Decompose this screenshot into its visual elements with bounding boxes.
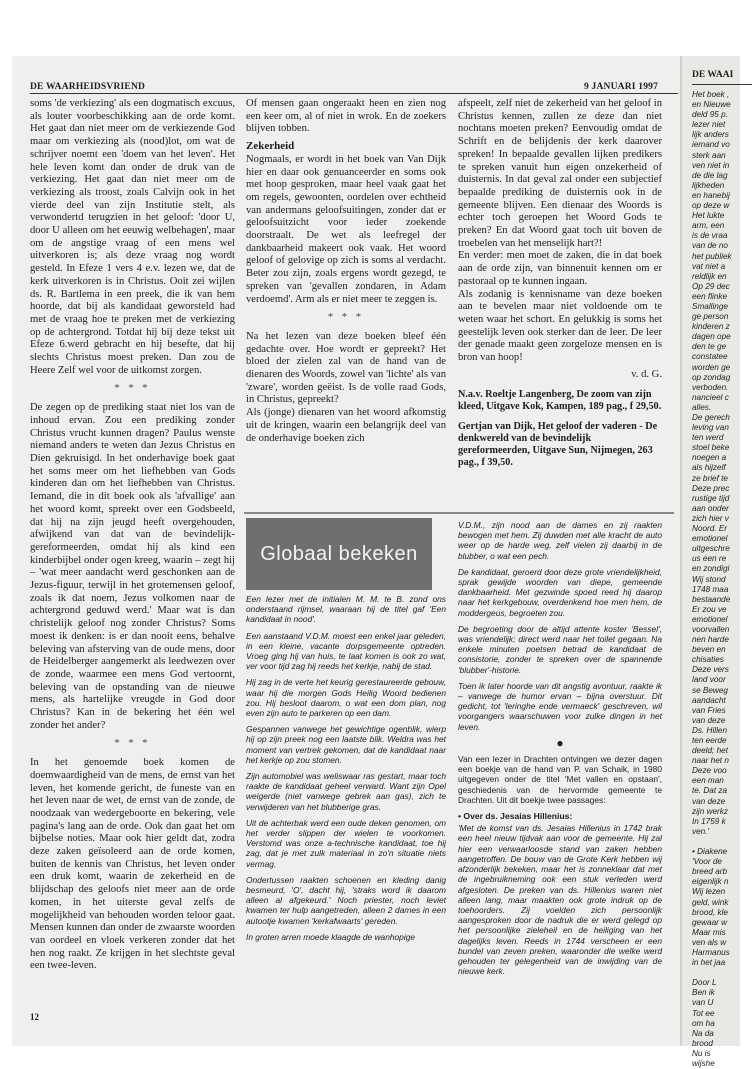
col1-paragraph: soms 'de verkiezing' als een dogmatisch excuus, als louter voorbeschikking aan de orde komt. Het gaat dan niet meer om de verkiezende God maar om verkiezing als (nood)lot, om wat de schrijver noemt een 'doem van het leven'. Het hele leven komt dan onder de druk van de verkiezing. Het gaat dan niet meer om de verkiezing als troost, zoals Calvijn ook in het vierde deel van zijn Institutie stelt, als verwondertd terugzien in het geloof: 'door U, door U alleen om het eeuwig welbehagen', maar om de angstige vraag of een mens wel uitverkoren is; als deze vraag nog wordt gesteld. In Efeze 1 vers 4 e.v. lezen we, dat de kerk uitverkoren is in Christus. Ooit zei wijlen ds. R. Bartlema in een preek, die ik van hem hoorde, dat bij als kandidaat geworsteld had met de vraag hoe te preken met de verkiezing op de achtergrond. Totdat hij bij deze tekst uit Efeze 6.werd gebracht en hij besefte, dat hij slechts Christus moest preken. Dan zou de Heere Zelf wel voor de uitkomst zorgen. <box>30 98 235 376</box>
text-fragment-line: uitgeschre <box>692 544 730 554</box>
text-fragment-line: Deze voo <box>692 766 727 776</box>
poem-stanza: Hij zag in de verte het keurig gerestaureerde gebouw, waar hij die morgen Gods Heilig Woord bedienen zou. Hij besloot daarom, o wat een dom plan, nog even zijn auto te parkeren op een dam. <box>246 677 446 719</box>
text-fragment-line: bestaande <box>692 594 731 604</box>
text-fragment-line: ge person <box>692 312 729 322</box>
text-fragment-line: iemand vo <box>692 140 730 150</box>
col1-paragraph: De zegen op de prediking staat niet los van de inhoud ervan. Zou een prediking zonder Christus vrucht kunnen dragen? Paulus wenste niemand anders te weten dan Jezus Christus en Dien gekruisigd. In het onderhavige boek gaat het soms meer om het liefhebben van Gods kinderen dan om het liefhebben van Christus. Iemand, die in dit boek ook als 'afvallige' aan het woord komt, spreekt over een Godsbeeld, dat hij na zijn jeugd heeft overgehouden, afwijkend van dat van de bevindelijk-gereformeerden, omdat hij als kind een kinderbijbel onder ogen kreeg, waarin – zegt hij – 'wat meer aandacht werd geschonken aan de Jezus-figuur, terwijl in het grotemensen geloof, zoals ik dat noem, Jezus volkomen naar de achtergrond geduwd werd.' Maar wat is dan christelijk geloof nog zonder Christus? Soms moest ik denken: is er dan nooit eens, behalve beleving van afsterving van de oude mens, door de Heidelberger aangemerkt als leedwezen over de zonde, waarmee een mens God vertoornt, beleving van de opstanding van de nieuwe mens, als hartelijke vreugde in God door Christus? Kan in de bekering het één wel zonder het ander? <box>30 402 235 731</box>
col2-paragraph: Na het lezen van deze boeken bleef één gedachte over. Hoe wordt er gepreekt? Het bloed der zielen zal van de hand van de dienaren des Woords, zowel van 'lichte' als van 'zware', worden geëist. Is de volle raad Gods, in Christus, gepreekt? <box>246 330 446 406</box>
box-top-rule <box>244 512 674 514</box>
text-fragment-line: Ds. Hillen <box>692 725 728 735</box>
poem-stanza: In groten arren moede klaagde de wanhopige <box>246 931 416 942</box>
text-fragment-line: als hijzelf <box>692 463 726 473</box>
poem-stanza: Een aanstaand V.D.M. moest een enkel jaar geleden, in een kleine, vacante dorpsgemeente optreden. Vroeg ging hij van huis, te laat komen is ook zo wat, ver voor tijd zag hij reeds het kerkje, nabij de stad. <box>246 630 446 672</box>
masthead: DE WAARHEIDSVRIEND <box>30 82 146 92</box>
text-fragment-line: deeld; het <box>692 746 728 756</box>
text-fragment-line: chisaties <box>692 655 724 665</box>
text-fragment-line: brood, kle <box>692 907 728 917</box>
text-fragment-line: aan onder <box>692 503 729 513</box>
text-fragment-line: emotionel <box>692 534 728 544</box>
text-fragment-line: zich hier v <box>692 513 729 523</box>
section-dot: ● <box>556 735 564 750</box>
text-fragment-line: alles. <box>692 402 712 412</box>
poem-stanza: Een lezer met de initialen M. M. te B. zond ons onderstaand rijmsel, waaraan hij de titel gaf 'Een kandidaat in nood'. <box>246 594 446 625</box>
text-fragment-line: ven.' <box>692 826 710 836</box>
text-fragment-line: lijkheden <box>692 180 725 190</box>
text-fragment-line: te. Dat za <box>692 786 728 796</box>
book-reference: N.a.v. Roeltje Langenberg, De zoom van zijn kleed, Uitgave Kok, Kampen, 189 pag., f 29,50. <box>458 389 662 413</box>
text-fragment-line: brood <box>692 1038 713 1048</box>
text-fragment-line: van Fries <box>692 705 726 715</box>
text-fragment-line: Harmanus <box>692 947 730 957</box>
globaal-subheading: • Over ds. Jesaias Hillenius: <box>458 811 573 822</box>
text-fragment-line: ten eerde <box>692 736 727 745</box>
col2-paragraph: Als (jonge) dienaren van het woord afkomstig uit de kringen, waarin een belangrijk deel van de onderhavige boeken zich <box>246 407 446 444</box>
text-fragment-line: wijshe <box>692 1059 715 1068</box>
text-fragment-line: land voor <box>692 675 726 685</box>
text-fragment-line: Deze prec <box>692 483 730 493</box>
text-fragment-line: de die lag <box>692 170 728 180</box>
poem-stanza: De begroeting door de altijd attente koster 'Bessel', was vriendelijk; direct werd naar het toilet gegaan. Na enkele minuten poetsen betrad de kandidaat de consistorie, zonder te spreken over de spannende 'blubber'-historie. <box>458 623 662 675</box>
text-fragment-line: op deze w <box>692 201 730 211</box>
text-fragment-line: • Diakene <box>692 847 728 857</box>
text-fragment-line: van deze <box>692 796 726 806</box>
text-fragment-line: aandacht <box>692 695 726 705</box>
text-fragment-line: voorvallen <box>692 624 730 634</box>
text-fragment-line: nen harde <box>692 635 729 645</box>
text-fragment-line: ven niet in <box>692 160 730 170</box>
adjacent-text-fragments <box>692 90 732 1069</box>
text-fragment-line: Wij stond <box>692 574 726 584</box>
text-fragment-line <box>692 837 732 847</box>
section-heading: Zekerheid <box>246 140 295 153</box>
text-fragment-line: verboden. <box>692 382 729 392</box>
globaal-quote: 'Met de komst van ds. Jesaias Hillenius in 1742 brak een heel nieuw tijdvak aan voor de gemeente. Hij zal hier een verwaarloosde stand van zaken hebben aangetroffen. De bouw van de Grote Kerk hebben wij afzonderlijk bekeken, maar het is zonneklaar dat met de ingebruikneming ook een stuk verleden werd afgesloten. De preken van ds. Hillenius waren niet alleen lang, maar maakten ook grote indruk op de toehoorders. Zij voelden zich persoonlijk aangesproken door de nadruk die er werd gelegd op het persoonlijke zieleheil en de heiliging van het dagelijks leven. Reeds in 1744 verscheen er een bundel van zeven preken, waaronder die welke werd gehouden ter gelegenheid van de inwijding van de nieuwe kerk. <box>458 823 662 977</box>
text-fragment-line: van deze <box>692 715 726 725</box>
text-fragment-line: geld, wink <box>692 897 729 907</box>
text-fragment-line: Deze vers <box>692 665 729 675</box>
poem-stanza: Gespannen vanwege het gewichtige ogenblik, wierp hij op zijn preek nog een laatste blik. Weldra was het moment van vertrek gekomen, dat de kandidaat naar het kerkje op zou stomen. <box>246 724 446 765</box>
text-fragment-line: 'Voor de <box>692 857 722 867</box>
text-fragment-line: Op 29 dec <box>692 281 730 291</box>
text-fragment-line: beven en <box>692 645 726 655</box>
adjacent-masthead: DE WAAI <box>692 70 734 80</box>
text-fragment-line: ze brief te <box>692 473 728 483</box>
text-fragment-line: Na da <box>692 1028 714 1038</box>
text-fragment-line: het publiek <box>692 251 732 261</box>
column-1 <box>30 98 235 973</box>
col3-paragraph: afspeelt, zelf niet de zekerheid van het geloof in Christus kennen, zullen ze deze dan niet nochtans moeten preken? Eenvoudig omdat de Schrift en de belijdenis der kerk daarover spreken! In bepaalde gevallen lijken predikers te spreken vanuit hun eigen onzekerheid of duisternis. In dat geval zal onder een subjectief bepaalde prediking de duisternis ook in de gemeente blijven. Een dienaar des Woords is echter toch geroepen het Woord Gods te preken? En dat Woord gaat toch uit boven de troebelen van het menselijk hart?! <box>458 98 662 249</box>
text-fragment-line: Wij lezen <box>692 887 726 897</box>
text-fragment-line: rustige tijd <box>692 493 730 503</box>
text-fragment-line: nancieel c <box>692 392 729 402</box>
poem-stanza: De kandidaat, geroerd door deze grote vriendelijkheid, sprak gewijde woorden van diepe, gemeende dankbaarheid. Met gezwinde spoed reed hij daarop naar het kerkgebouw, overdenkend hoe men hem, de moddergeus, begroeten zou. <box>458 566 662 618</box>
col2-paragraph: Nogmaals, er wordt in het boek van Van Dijk hier en daar ook genuanceerder en soms ook met hoop gesproken, maar heel vaak gaat het om regels, gewoonten, oordelen over echtheid van andermans geloofsuitingen, zonder dat er geloofsuitzicht voor ieder zoekende doorstraalt. De wet als leefregel der dankbaarheid makeert ook vaak. Het woord geloof of gelovige op zich is soms al verdacht. Beter zou zijn, zoals ergens wordt gezegd, te spreken van 'gevallen zondaren, in Adam verdoemd'. Arm als er niet meer te zeggen is. <box>246 153 446 305</box>
col3-paragraph: Als zodanig is kennisname van deze boeken aan te bevelen maar niet voldoende om te weten waar het schort. En gelukkig is soms het geestelijk leven ook sterker dan de leer. De leer der genade maakt geen zorgeloze mensen en is bron van hoop! <box>458 288 662 364</box>
text-fragment-line: reldlijk en <box>692 271 727 281</box>
globaal-left-column <box>246 594 446 948</box>
poem-stanza: Ondertussen raakten schoenen en kleding danig besmeurd, 'O', dacht hij, 'straks word ik daarom alleen al afgekeurd.' Noch priester, noch leviet kwamen ter hulp aangetreden, alleen 2 dames in een autootje kwamen 'kerkafwaarts' gereden. <box>246 874 446 926</box>
text-fragment-line: en hanebij <box>692 190 730 200</box>
text-fragment-line: Smallinge <box>692 301 728 311</box>
text-fragment-line: se Beweg <box>692 685 728 695</box>
text-fragment-line: in het jaa <box>692 958 726 968</box>
text-fragment-line: Noord. Er <box>692 524 728 534</box>
text-fragment-line: dagen ope <box>692 332 731 342</box>
text-fragment-line: arm, een <box>692 221 725 231</box>
column-2 <box>246 98 446 445</box>
text-fragment-line: Nu is <box>692 1048 711 1058</box>
text-fragment-line: den te ge <box>692 342 727 352</box>
col2-paragraph: Of mensen gaan ongeraakt heen en zien nog een keer om, al of niet in wrok. En de zoekers blijven tobben. <box>246 98 446 135</box>
text-fragment-line: deld 95 p. <box>692 110 728 120</box>
text-fragment-line: Ben ik <box>692 988 715 998</box>
text-fragment-line: kinderen z <box>692 322 730 332</box>
section-break: * * * <box>114 738 151 750</box>
globaal-paragraph: Van een lezer in Drachten ontvingen we dezer dagen een boekje van de hand van P. van Schaik, in 1980 uitgegeven onder de titel 'Met vallen en opstaan', geschiedenis van de hervormde gemeente te Drachten. Uit dit boekje twee passages: <box>458 754 662 805</box>
text-fragment-line: ten werd <box>692 433 724 443</box>
text-fragment-line: In 1759 k <box>692 816 726 826</box>
text-fragment-line: sterk aan <box>692 150 726 160</box>
text-fragment-line: om ha <box>692 1018 715 1028</box>
text-fragment-line: is de vraa <box>692 231 728 241</box>
text-fragment-line: een man <box>692 776 724 786</box>
text-fragment-line: noegen a <box>692 453 727 463</box>
section-break: * * * <box>327 312 365 324</box>
text-fragment-line: emotionel <box>692 614 728 624</box>
col1-paragraph: In het genoemde boek komen de doemwaardigheid van de mens, de ernst van het leven, het komende gericht, de funeste van en het leven naar de wet, de ernst van de zonde, de noodzaak van wedergeboorte en bekering, vele pagina's lang aan de orde. Ook dan gaat het om bijbelse noties. Maar ook hier geldt dat, zodra deze zaken geïsoleerd aan de orde komen, buiten de kennis van Christus, het leven onder een druk komt, waarin de zekerheid en de blijdschap des geloofs niet meer aan de orde komen, in het uiterste geval zelfs de mogelijkheid van behouden worden teloor gaat. Mensen kunnen dan onder de zwaarste woorden van oordeel en vloek verkeren zonder dat het hen nog raakt. Ze krijgen in het slechtste geval een twee-leven. <box>30 757 235 972</box>
text-fragment-line: constatee <box>692 352 728 362</box>
poem-stanza: Uit de achterbak werd een oude deken genomen, om het verder slippen der wielen te voorkomen. Verstomd was onze a-technische kandidaat, toe hij zag, dat je met zulk materiaal in zo'n situatie niets vermag. <box>246 817 446 869</box>
text-fragment-line: 1748 maa <box>692 584 729 594</box>
text-fragment-line: leving van <box>692 423 729 433</box>
globaal-right-column <box>458 520 662 982</box>
text-fragment-line: breed arb <box>692 867 728 877</box>
text-fragment-line: De gerech <box>692 413 730 422</box>
text-fragment-line: ven als w <box>692 937 727 947</box>
text-fragment-line: op zondag <box>692 372 731 382</box>
adjacent-header-rule <box>692 84 752 85</box>
col3-paragraph: En verder: men moet de zaken, die in dat boek aan de orde zijn, van binnenuit kennen om er pastoraal op te kunnen ingaan. <box>458 250 662 287</box>
text-fragment-line: van de no <box>692 241 728 251</box>
author-signature: v. d. G. <box>631 368 662 380</box>
poem-stanza: Toen ik later hoorde van dit angstig avontuur, raakte ik – vanwege de humor ervan – bijna overstuur. Dit gedicht, tot 'leringhe ende vermaeck' geschreven, wil voorgangers waarschuwen voor zulke dingen in het leven. <box>458 680 662 732</box>
adjacent-page <box>680 56 740 1068</box>
header-rule <box>30 93 678 94</box>
section-break: * * * <box>114 383 151 395</box>
text-fragment-line: naar het n <box>692 756 729 766</box>
page-number: 12 <box>30 1012 39 1022</box>
text-fragment-line: Maar mis <box>692 927 726 937</box>
poem-stanza: V.D.M., zijn nood aan de dames en zij raakten bewogen met hem. Zij duwden met alle kracht de auto weer op de harde weg, zelf vielen zij daarbij in de blubber, o wat een pech. <box>458 520 662 561</box>
text-fragment-line: zijn werkz <box>692 806 728 816</box>
text-fragment-line: stoel beke <box>692 443 730 453</box>
issue-date: 9 JANUARI 1997 <box>584 82 659 92</box>
poem-stanza: Zijn automobiel was weliswaar ras gestart, maar toch raakte de kandidaat geheel verward. Want zijn Opel weigerde (niet vanwege gebrek aan gas), zich te verwijderen van het blubberige gras. <box>246 771 446 812</box>
text-fragment-line: Tot ee <box>692 1008 715 1018</box>
text-fragment-line: Er zou ve <box>692 604 727 614</box>
text-fragment-line: Het lukte <box>692 211 725 221</box>
text-fragment-line: van U <box>692 998 714 1008</box>
book-reference: Gertjan van Dijk, Het geloof der vaderen - De denkwereld van de bevindelijk gereformeerden, Uitgave Sun, Nijmegen, 263 pag., f 39,50. <box>458 421 658 469</box>
text-fragment-line: worden ge <box>692 362 731 372</box>
text-fragment-line: us een re <box>692 554 727 564</box>
globaal-bekeken-banner: Globaal bekeken <box>246 518 432 590</box>
text-fragment-line: gewaar w <box>692 917 728 927</box>
text-fragment-line: Door L <box>692 978 717 988</box>
text-fragment-line: lezer niet <box>692 120 726 130</box>
text-fragment-line: eigenlijk n <box>692 877 729 887</box>
text-fragment-line: en Nieuwe <box>692 100 731 110</box>
column-3 <box>458 98 662 469</box>
text-fragment-line: Het boek , <box>692 90 730 99</box>
text-fragment-line <box>692 968 732 978</box>
text-fragment-line: vat niet a <box>692 261 726 271</box>
text-fragment-line: lijk anders <box>692 130 729 140</box>
text-fragment-line: en zondigi <box>692 564 730 574</box>
text-fragment-line: een flinke <box>692 291 728 301</box>
